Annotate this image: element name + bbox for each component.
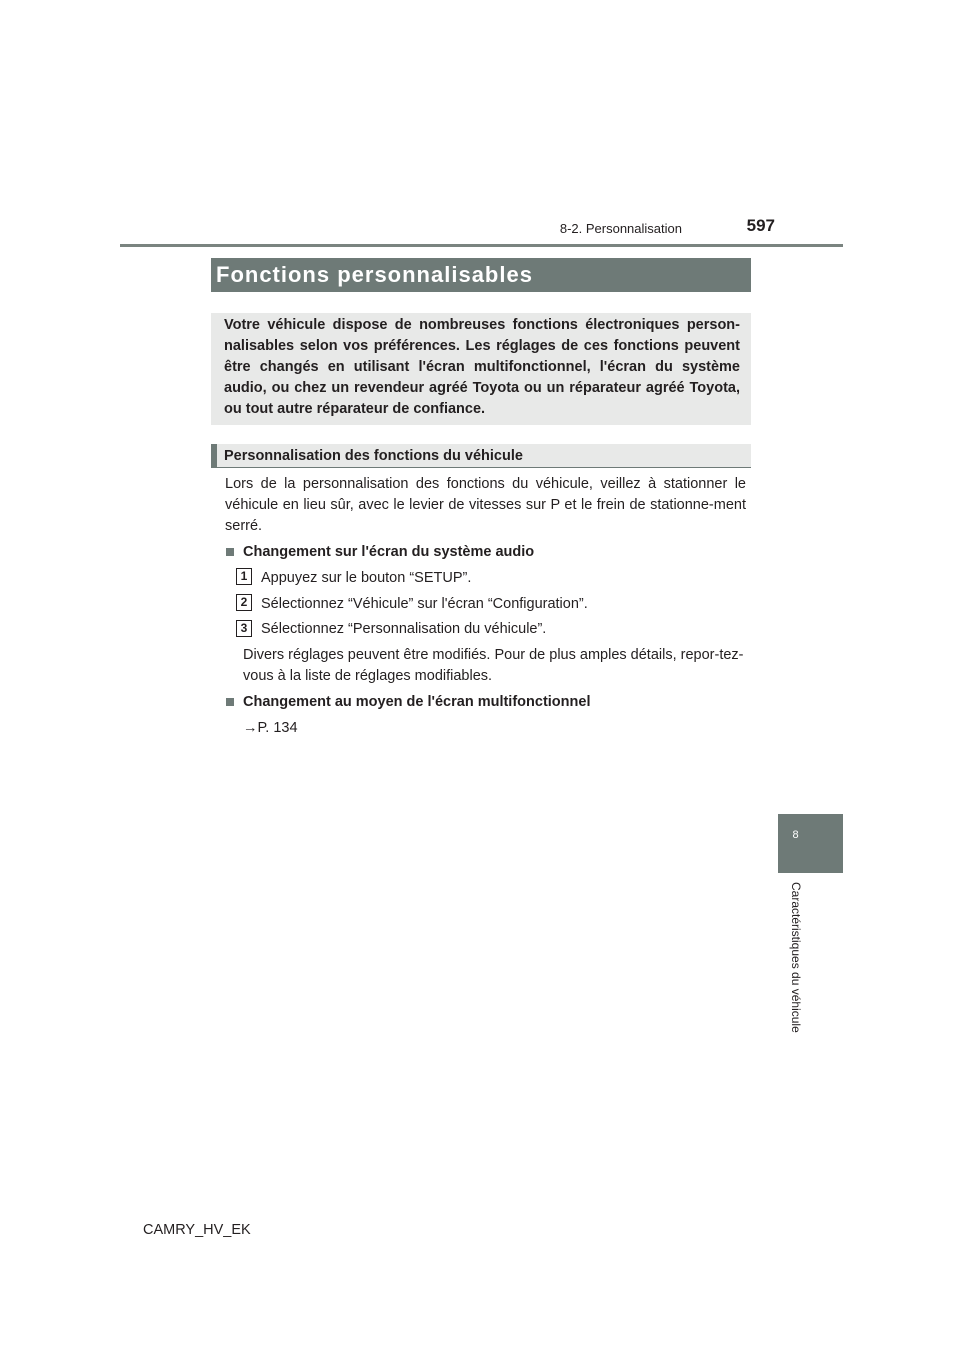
header-rule	[120, 244, 843, 247]
page-title: Fonctions personnalisables	[216, 262, 533, 287]
step-number-badge: 2	[236, 594, 252, 611]
multi-heading: Changement au moyen de l'écran multifonctionnel	[243, 694, 591, 710]
chapter-title: Caractéristiques du véhicule	[789, 882, 803, 1033]
chapter-tab	[778, 814, 843, 873]
step-text: Sélectionnez “Véhicule” sur l'écran “Configuration”.	[261, 596, 588, 612]
step-text: Appuyez sur le bouton “SETUP”.	[261, 570, 472, 586]
bullet-square-icon	[226, 548, 234, 556]
bullet-square-icon	[226, 698, 234, 706]
page-reference-link[interactable]: →P. 134	[243, 720, 298, 736]
step-number-badge: 3	[236, 620, 252, 637]
step-text: Sélectionnez “Personnalisation du véhicule”.	[261, 621, 547, 637]
subsection-title: Personnalisation des fonctions du véhicule	[224, 448, 523, 464]
section-label: 8-2. Personnalisation	[559, 221, 682, 236]
intro-text: Votre véhicule dispose de nombreuses fonctions électroniques person-nalisables selon vos préférences. Les réglages de ces fonctions peuvent être changés en utilisant l'écran multifonctionnel, l'écran du système audio, ou chez un revendeur agréé Toyota ou un réparateur agréé Toyota, ou tout autre réparateur de confiance.	[224, 317, 740, 417]
body-paragraph: Lors de la personnalisation des fonctions du véhicule, veillez à stationner le véhicule en lieu sûr, avec le levier de vitesses sur P et le frein de stationne-ment serré.	[225, 476, 746, 534]
note-paragraph: Divers réglages peuvent être modifiés. Pour de plus amples détails, repor-tez-vous à la liste de réglages modifiables.	[243, 647, 744, 684]
subsection-rule	[211, 467, 751, 468]
chapter-number: 8	[792, 829, 799, 841]
audio-heading: Changement sur l'écran du système audio	[243, 544, 535, 560]
chapter-title-wrap	[789, 882, 803, 1082]
page-number: 597	[746, 216, 775, 235]
model-code: CAMRY_HV_EK	[143, 1222, 251, 1238]
subsection-accent	[211, 444, 217, 468]
step-number-badge: 1	[236, 568, 252, 585]
